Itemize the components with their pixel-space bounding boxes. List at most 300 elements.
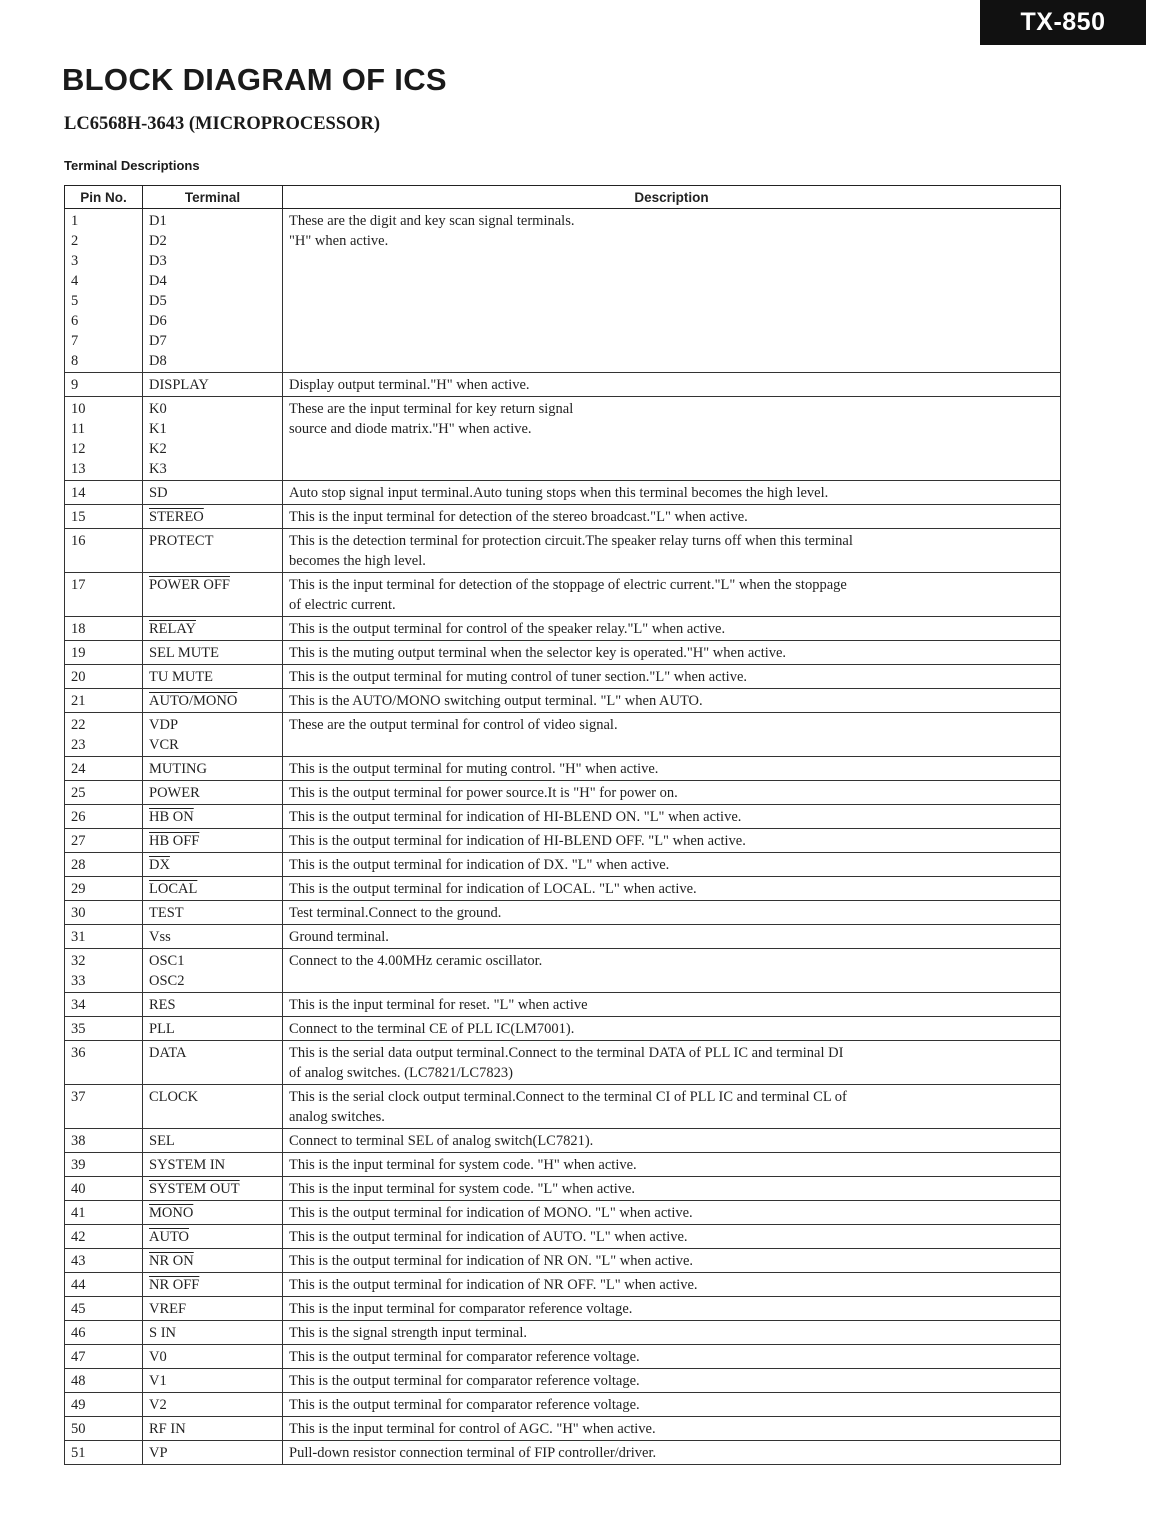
description-cell	[283, 1441, 1061, 1465]
description-line: This is the output terminal for muting control of tuner section."L" when active.	[289, 669, 748, 685]
terminal-cell	[143, 209, 283, 373]
description-line: This is the output terminal for indication of NR OFF. "L" when active.	[289, 1277, 698, 1293]
terminal-name	[149, 759, 276, 779]
table-row	[65, 949, 1061, 993]
pin-number: 47	[71, 1349, 86, 1365]
pin-number: 19	[71, 645, 86, 661]
terminal-name-text: V1	[149, 1373, 167, 1389]
terminal-name-text: HB ON	[149, 809, 194, 825]
terminal-cell	[143, 1201, 283, 1225]
description-cell	[283, 1129, 1061, 1153]
description-line: Display output terminal."H" when active.	[289, 377, 530, 393]
pin-cell	[65, 665, 143, 689]
pin-cell	[65, 1369, 143, 1393]
terminal-name-text: VREF	[149, 1301, 187, 1317]
table-row	[65, 757, 1061, 781]
pin-number: 48	[71, 1373, 86, 1389]
terminal-name-text: TEST	[149, 905, 184, 921]
table-row	[65, 1201, 1061, 1225]
terminal-name-text: D1	[149, 213, 167, 229]
description-cell	[283, 209, 1061, 373]
pin-number: 16	[71, 533, 86, 549]
pin-number: 40	[71, 1181, 86, 1197]
pin-number: 41	[71, 1205, 86, 1221]
pin-number: 35	[71, 1021, 86, 1037]
terminal-name-text: RF IN	[149, 1421, 186, 1437]
terminal-name-text: D5	[149, 293, 167, 309]
table-row	[65, 1041, 1061, 1085]
terminal-cell	[143, 481, 283, 505]
terminal-name-text: SEL	[149, 1133, 175, 1149]
pin-cell	[65, 1153, 143, 1177]
description-cell	[283, 505, 1061, 529]
table-row	[65, 529, 1061, 573]
description-cell	[283, 1345, 1061, 1369]
description-cell	[283, 665, 1061, 689]
description-line: This is the output terminal for comparator reference voltage.	[289, 1373, 640, 1389]
description-cell	[283, 373, 1061, 397]
description-cell	[283, 829, 1061, 853]
pin-number: 25	[71, 785, 86, 801]
terminal-cell	[143, 1321, 283, 1345]
description-cell	[283, 757, 1061, 781]
terminal-name	[149, 971, 276, 991]
terminal-name-text: PLL	[149, 1021, 175, 1037]
terminal-name-text: Vss	[149, 929, 171, 945]
pin-cell	[65, 1177, 143, 1201]
pin-number: 27	[71, 833, 86, 849]
terminal-name-text: K3	[149, 461, 167, 477]
table-row	[65, 805, 1061, 829]
terminal-name	[149, 783, 276, 803]
terminal-name-text: LOCAL	[149, 881, 198, 897]
model-badge: TX-850	[980, 0, 1146, 45]
terminal-name-text: DISPLAY	[149, 377, 209, 393]
description-line: This is the output terminal for indication of MONO. "L" when active.	[289, 1205, 693, 1221]
description-cell	[283, 925, 1061, 949]
pin-cell	[65, 781, 143, 805]
table-row	[65, 1225, 1061, 1249]
pin-number: 14	[71, 485, 86, 501]
terminal-name	[149, 311, 276, 331]
terminal-cell	[143, 901, 283, 925]
terminal-name	[149, 271, 276, 291]
terminal-cell	[143, 1441, 283, 1465]
description-cell	[283, 397, 1061, 481]
terminal-name	[149, 855, 276, 875]
description-cell	[283, 781, 1061, 805]
table-row	[65, 397, 1061, 481]
description-line: This is the output terminal for comparator reference voltage.	[289, 1349, 640, 1365]
terminal-name-text: D4	[149, 273, 167, 289]
description-line: becomes the high level.	[289, 553, 426, 569]
terminal-cell	[143, 1417, 283, 1441]
terminal-name	[149, 507, 276, 527]
pin-number: 42	[71, 1229, 86, 1245]
terminal-name	[149, 691, 276, 711]
description-line: Connect to the 4.00MHz ceramic oscillator.	[289, 953, 543, 969]
terminal-cell	[143, 641, 283, 665]
pin-number: 21	[71, 693, 86, 709]
header-description: Description	[283, 186, 1061, 209]
section-label: Terminal Descriptions	[64, 158, 200, 173]
table-row	[65, 1345, 1061, 1369]
table-row	[65, 617, 1061, 641]
terminal-name-text: K0	[149, 401, 167, 417]
terminal-name-text: D3	[149, 253, 167, 269]
description-line: These are the input terminal for key return signal	[289, 401, 574, 417]
ic-subtitle: LC6568H-3643 (MICROPROCESSOR)	[64, 114, 381, 134]
pin-cell	[65, 397, 143, 481]
description-line: This is the output terminal for indication of HI-BLEND ON. "L" when active.	[289, 809, 742, 825]
terminal-name	[149, 1227, 276, 1247]
description-line: This is the output terminal for indication of LOCAL. "L" when active.	[289, 881, 697, 897]
description-line: of analog switches. (LC7821/LC7823)	[289, 1065, 513, 1081]
description-line: source and diode matrix."H" when active.	[289, 421, 532, 437]
table-row	[65, 1017, 1061, 1041]
description-cell	[283, 713, 1061, 757]
description-line: This is the output terminal for indication of NR ON. "L" when active.	[289, 1253, 694, 1269]
terminal-name-text: RES	[149, 997, 176, 1013]
description-cell	[283, 1417, 1061, 1441]
pin-number: 13	[71, 461, 86, 477]
terminal-cell	[143, 757, 283, 781]
terminal-cell	[143, 689, 283, 713]
description-line: Pull-down resistor connection terminal of FIP controller/driver.	[289, 1445, 657, 1461]
table-row	[65, 1417, 1061, 1441]
terminal-name-text: SYSTEM OUT	[149, 1181, 240, 1197]
pin-cell	[65, 529, 143, 573]
pin-number: 18	[71, 621, 86, 637]
terminal-name	[149, 735, 276, 755]
pin-cell	[65, 993, 143, 1017]
table-body	[65, 209, 1061, 1465]
terminal-name-text: POWER	[149, 785, 200, 801]
pin-cell	[65, 1017, 143, 1041]
pin-number: 33	[71, 973, 86, 989]
table-row	[65, 781, 1061, 805]
terminal-name	[149, 995, 276, 1015]
terminal-name-text: $\overline{DX}$	[149, 857, 170, 873]
terminal-name	[149, 419, 276, 439]
description-line: analog switches.	[289, 1109, 385, 1125]
pin-number: 34	[71, 997, 86, 1013]
pin-number: 32	[71, 953, 86, 969]
pin-number: 5	[71, 293, 79, 309]
pin-number: 28	[71, 857, 86, 873]
terminal-cell	[143, 853, 283, 877]
terminal-name-text: D6	[149, 313, 167, 329]
table-header-row	[65, 186, 1061, 209]
pin-cell	[65, 481, 143, 505]
terminal-name	[149, 399, 276, 419]
table-row	[65, 689, 1061, 713]
terminal-name	[149, 211, 276, 231]
pin-number: 17	[71, 577, 86, 593]
pin-cell	[65, 1297, 143, 1321]
pin-cell	[65, 1129, 143, 1153]
pin-number: 31	[71, 929, 86, 945]
description-cell	[283, 529, 1061, 573]
pin-number: 23	[71, 737, 86, 753]
table-row	[65, 1441, 1061, 1465]
description-line: This is the input terminal for control of AGC. "H" when active.	[289, 1421, 656, 1437]
terminal-cell	[143, 993, 283, 1017]
description-cell	[283, 481, 1061, 505]
terminal-name	[149, 1371, 276, 1391]
description-cell	[283, 901, 1061, 925]
table-row	[65, 505, 1061, 529]
pin-number: 49	[71, 1397, 86, 1413]
terminal-name-text: V2	[149, 1397, 167, 1413]
terminal-name-text: AUTO	[149, 1229, 190, 1245]
table-row	[65, 209, 1061, 373]
pin-number: 39	[71, 1157, 86, 1173]
table-row	[65, 373, 1061, 397]
description-line: Test terminal.Connect to the ground.	[289, 905, 502, 921]
description-cell	[283, 1177, 1061, 1201]
terminal-cell	[143, 1017, 283, 1041]
pin-cell	[65, 877, 143, 901]
terminal-name	[149, 1131, 276, 1151]
pin-cell	[65, 1393, 143, 1417]
pin-number: 30	[71, 905, 86, 921]
pin-cell	[65, 829, 143, 853]
terminal-name-text: MUTING	[149, 761, 207, 777]
table-row	[65, 1369, 1061, 1393]
terminal-name-text: RELAY	[149, 621, 196, 637]
terminal-name-text: DATA	[149, 1045, 187, 1061]
description-cell	[283, 617, 1061, 641]
terminal-cell	[143, 1297, 283, 1321]
description-line: This is the output terminal for comparator reference voltage.	[289, 1397, 640, 1413]
description-line: This is the serial clock output terminal.Connect to the terminal CI of PLL IC and terminal CL of	[289, 1089, 847, 1105]
table-row	[65, 993, 1061, 1017]
terminal-name-text: K1	[149, 421, 167, 437]
header-terminal: Terminal	[143, 186, 283, 209]
description-line: of electric current.	[289, 597, 396, 613]
description-cell	[283, 1297, 1061, 1321]
description-cell	[283, 805, 1061, 829]
description-line: This is the output terminal for muting control. "H" when active.	[289, 761, 659, 777]
terminal-name-text: V0	[149, 1349, 167, 1365]
terminal-name	[149, 1347, 276, 1367]
header-pin-no: Pin No.	[65, 186, 143, 209]
terminal-cell	[143, 1041, 283, 1085]
pin-number: 22	[71, 717, 86, 733]
terminal-cell	[143, 1085, 283, 1129]
description-cell	[283, 689, 1061, 713]
terminal-name	[149, 1443, 276, 1463]
terminal-cell	[143, 925, 283, 949]
description-line: This is the output terminal for indication of AUTO. "L" when active.	[289, 1229, 688, 1245]
terminal-name-text: STEREO	[149, 509, 204, 525]
terminal-cell	[143, 1273, 283, 1297]
description-line: This is the output terminal for control of the speaker relay."L" when active.	[289, 621, 726, 637]
pin-cell	[65, 373, 143, 397]
description-cell	[283, 877, 1061, 901]
table-row	[65, 1129, 1061, 1153]
pin-number: 29	[71, 881, 86, 897]
terminal-name	[149, 1275, 276, 1295]
terminal-cell	[143, 1345, 283, 1369]
description-line: This is the input terminal for system code. "H" when active.	[289, 1157, 637, 1173]
description-cell	[283, 1201, 1061, 1225]
terminal-name	[149, 619, 276, 639]
terminal-name	[149, 575, 276, 595]
pin-cell	[65, 1345, 143, 1369]
description-cell	[283, 1273, 1061, 1297]
pin-number: 37	[71, 1089, 86, 1105]
pin-number: 8	[71, 353, 79, 369]
description-line: This is the input terminal for detection of the stoppage of electric current."L" when the stoppage	[289, 577, 847, 593]
page-title: BLOCK DIAGRAM OF ICS	[62, 62, 447, 97]
terminal-cell	[143, 805, 283, 829]
terminal-cell	[143, 397, 283, 481]
description-line: This is the muting output terminal when the selector key is operated."H" when active.	[289, 645, 787, 661]
description-cell	[283, 1041, 1061, 1085]
pin-number: 12	[71, 441, 86, 457]
terminal-name	[149, 643, 276, 663]
terminal-name	[149, 715, 276, 735]
table-row	[65, 573, 1061, 617]
terminal-name-text: POWER OFF	[149, 577, 230, 593]
pin-cell	[65, 925, 143, 949]
terminal-name-text: D2	[149, 233, 167, 249]
description-cell	[283, 573, 1061, 617]
pin-cell	[65, 949, 143, 993]
pin-number: 7	[71, 333, 79, 349]
pin-cell	[65, 1085, 143, 1129]
pin-cell	[65, 209, 143, 373]
pin-cell	[65, 853, 143, 877]
description-line: This is the input terminal for comparator reference voltage.	[289, 1301, 633, 1317]
pin-number: 1	[71, 213, 79, 229]
pin-number: 38	[71, 1133, 86, 1149]
pin-cell	[65, 573, 143, 617]
description-line: These are the output terminal for control of video signal.	[289, 717, 618, 733]
terminal-name-text: AUTO/MONO	[149, 693, 238, 709]
pin-number: 43	[71, 1253, 86, 1269]
terminal-cell	[143, 877, 283, 901]
terminal-cell	[143, 529, 283, 573]
terminal-cell	[143, 713, 283, 757]
terminal-name	[149, 1179, 276, 1199]
table-row	[65, 853, 1061, 877]
pin-number: 46	[71, 1325, 86, 1341]
description-line: This is the input terminal for reset. "L" when active	[289, 997, 588, 1013]
table-row	[65, 481, 1061, 505]
terminal-name	[149, 439, 276, 459]
description-cell	[283, 1017, 1061, 1041]
description-line: This is the output terminal for indication of HI-BLEND OFF. "L" when active.	[289, 833, 746, 849]
pin-cell	[65, 617, 143, 641]
pin-cell	[65, 1041, 143, 1085]
pin-number: 24	[71, 761, 86, 777]
description-line: "H" when active.	[289, 233, 389, 249]
terminal-name-text: NR ON	[149, 1253, 194, 1269]
description-cell	[283, 1321, 1061, 1345]
terminal-cell	[143, 1177, 283, 1201]
table-row	[65, 1297, 1061, 1321]
pin-number: 45	[71, 1301, 86, 1317]
terminal-name-text: OSC2	[149, 973, 185, 989]
terminal-name	[149, 331, 276, 351]
terminal-cell	[143, 1129, 283, 1153]
pin-cell	[65, 641, 143, 665]
terminal-name	[149, 251, 276, 271]
terminal-cell	[143, 1249, 283, 1273]
terminal-name	[149, 903, 276, 923]
table-row	[65, 1177, 1061, 1201]
terminal-name	[149, 831, 276, 851]
description-line: This is the signal strength input terminal.	[289, 1325, 528, 1341]
pin-number: 15	[71, 509, 86, 525]
pin-cell	[65, 757, 143, 781]
terminal-name	[149, 879, 276, 899]
description-cell	[283, 1369, 1061, 1393]
description-cell	[283, 1393, 1061, 1417]
pin-cell	[65, 1321, 143, 1345]
terminal-name	[149, 1043, 276, 1063]
table-row	[65, 665, 1061, 689]
pin-number: 11	[71, 421, 85, 437]
description-line: This is the serial data output terminal.Connect to the terminal DATA of PLL IC and terminal DI	[289, 1045, 844, 1061]
description-cell	[283, 949, 1061, 993]
description-line: This is the output terminal for indication of DX. "L" when active.	[289, 857, 670, 873]
terminal-name	[149, 951, 276, 971]
terminal-name	[149, 927, 276, 947]
pin-number: 9	[71, 377, 79, 393]
terminal-cell	[143, 665, 283, 689]
description-line: Auto stop signal input terminal.Auto tuning stops when this terminal becomes the high level.	[289, 485, 829, 501]
terminal-cell	[143, 1153, 283, 1177]
pin-number: 51	[71, 1445, 86, 1461]
pin-cell	[65, 1417, 143, 1441]
terminal-cell	[143, 829, 283, 853]
pin-number: 44	[71, 1277, 86, 1293]
pin-cell	[65, 689, 143, 713]
pin-number: 50	[71, 1421, 86, 1437]
pin-cell	[65, 1441, 143, 1465]
terminal-name	[149, 375, 276, 395]
pin-cell	[65, 713, 143, 757]
description-line: This is the input terminal for system code. "L" when active.	[289, 1181, 636, 1197]
description-cell	[283, 1085, 1061, 1129]
terminal-name-text: VCR	[149, 737, 179, 753]
terminal-name-text: PROTECT	[149, 533, 214, 549]
terminal-name-text: D8	[149, 353, 167, 369]
terminal-cell	[143, 1225, 283, 1249]
terminal-cell	[143, 1393, 283, 1417]
table-row	[65, 1321, 1061, 1345]
pin-cell	[65, 805, 143, 829]
terminal-name	[149, 1395, 276, 1415]
description-line: This is the AUTO/MONO switching output terminal. "L" when AUTO.	[289, 693, 703, 709]
pin-number: 26	[71, 809, 86, 825]
terminal-name-text: MONO	[149, 1205, 194, 1221]
description-cell	[283, 1153, 1061, 1177]
terminal-name-text: TU MUTE	[149, 669, 214, 685]
terminal-name-text: SD	[149, 485, 168, 501]
pin-cell	[65, 901, 143, 925]
description-line: These are the digit and key scan signal terminals.	[289, 213, 575, 229]
terminal-name	[149, 1323, 276, 1343]
description-cell	[283, 993, 1061, 1017]
table-row	[65, 1085, 1061, 1129]
terminal-name	[149, 351, 276, 371]
description-line: This is the input terminal for detection of the stereo broadcast."L" when active.	[289, 509, 748, 525]
